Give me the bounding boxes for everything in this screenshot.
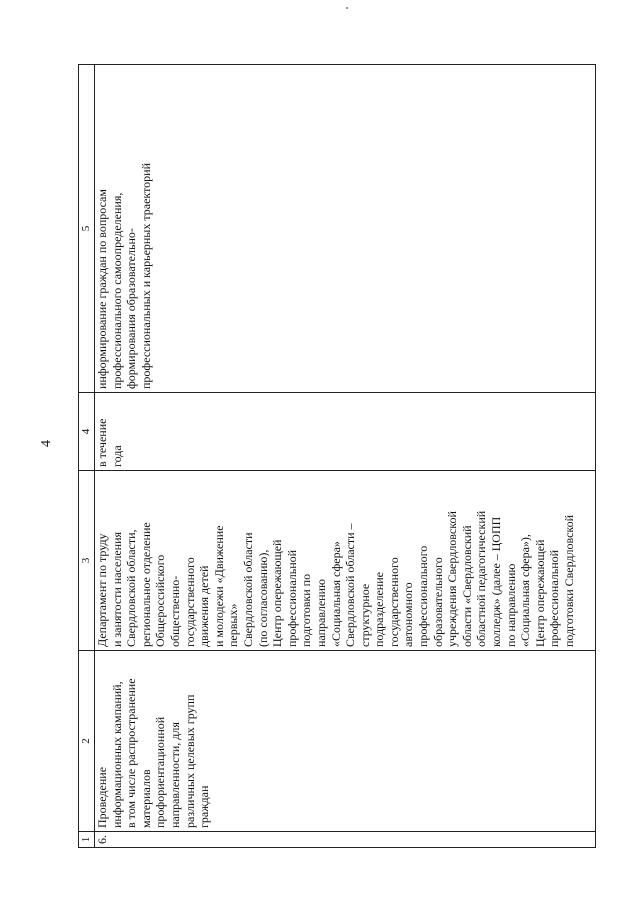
executors-line: Центр опережающей [270,539,285,647]
event-description-line: материалов [138,769,153,828]
executors-line: профессиональной [284,549,299,647]
executors-line: «Социальная сфера» [328,541,343,647]
executors-line: области «Свердловский [459,525,474,647]
executors-line: подготовки Свердловской [562,514,576,647]
executors-line: учреждения Свердловской [445,511,460,647]
executors-line: образовательного [430,557,445,647]
executors-line: подразделение [372,572,387,647]
header-col-4: 4 [79,393,95,471]
executors-line: подготовки по [299,573,314,647]
expected-result [95,65,596,393]
result-line: формирования образовательно- [124,228,139,389]
header-col-3: 3 [79,471,95,651]
executors-line: первых» [226,603,241,647]
header-col-1: 1 [79,832,95,848]
executors-line: профессионального [416,545,431,647]
event-description-line: граждан [197,785,212,828]
scan-speck [346,7,348,9]
header-col-5: 5 [79,65,95,393]
executors-line: региональное отделение [138,522,153,647]
executors-line: колледж» (далее – ЦОПП [489,516,504,647]
event-description-line: в том числе распространение [124,678,139,828]
responsible-executors [95,471,596,651]
executors-line: (по согласованию), [255,549,270,647]
event-description-line: Проведение [95,766,109,828]
event-description-line: различных целевых групп [182,694,197,828]
executors-line: и молодежи «Движение [211,525,226,647]
executors-line: Свердловской области, [124,529,139,647]
executors-line: автономного [401,582,416,647]
event-description [95,651,596,832]
result-line: профессиональных и карьерных траекторий [138,162,153,389]
executors-line: профессиональной [547,549,562,647]
executors-line: государственного [386,557,401,647]
measures-table [78,64,596,848]
executors-line: и занятости населения [109,531,124,647]
table-row [95,65,596,848]
event-description-line: информационных кампаний, [109,681,124,828]
executors-line: Общероссийского [153,554,168,647]
event-description-line: профориентационной [153,716,168,828]
header-col-2: 2 [79,651,95,832]
executors-line: движения детей [197,565,212,647]
executors-line: «Социальная сфера»), [518,534,533,647]
executors-line: Департамент по труду [95,533,109,647]
executors-line: государственного [182,557,197,647]
executors-line: Центр опережающей [532,539,547,647]
header-row [79,65,95,848]
row-number: 6. [95,832,596,848]
executors-line: областной педагогический [474,510,489,647]
executors-line: направлению [313,579,328,647]
result-line: информирование граждан по вопросам [95,189,109,389]
executors-line: по направлению [503,563,518,647]
executors-line: Свердловской области – [343,523,358,647]
executors-line: Свердловской области [240,532,255,647]
event-description-line: направленности, для [167,722,182,828]
result-line: профессионального самоопределения, [109,192,124,389]
page-number: 4 [39,440,54,447]
executors-line: общественно- [167,575,182,647]
executors-line: структурное [357,583,372,647]
measures-table-wrapper [78,70,596,848]
deadline: в течение года [95,393,596,471]
